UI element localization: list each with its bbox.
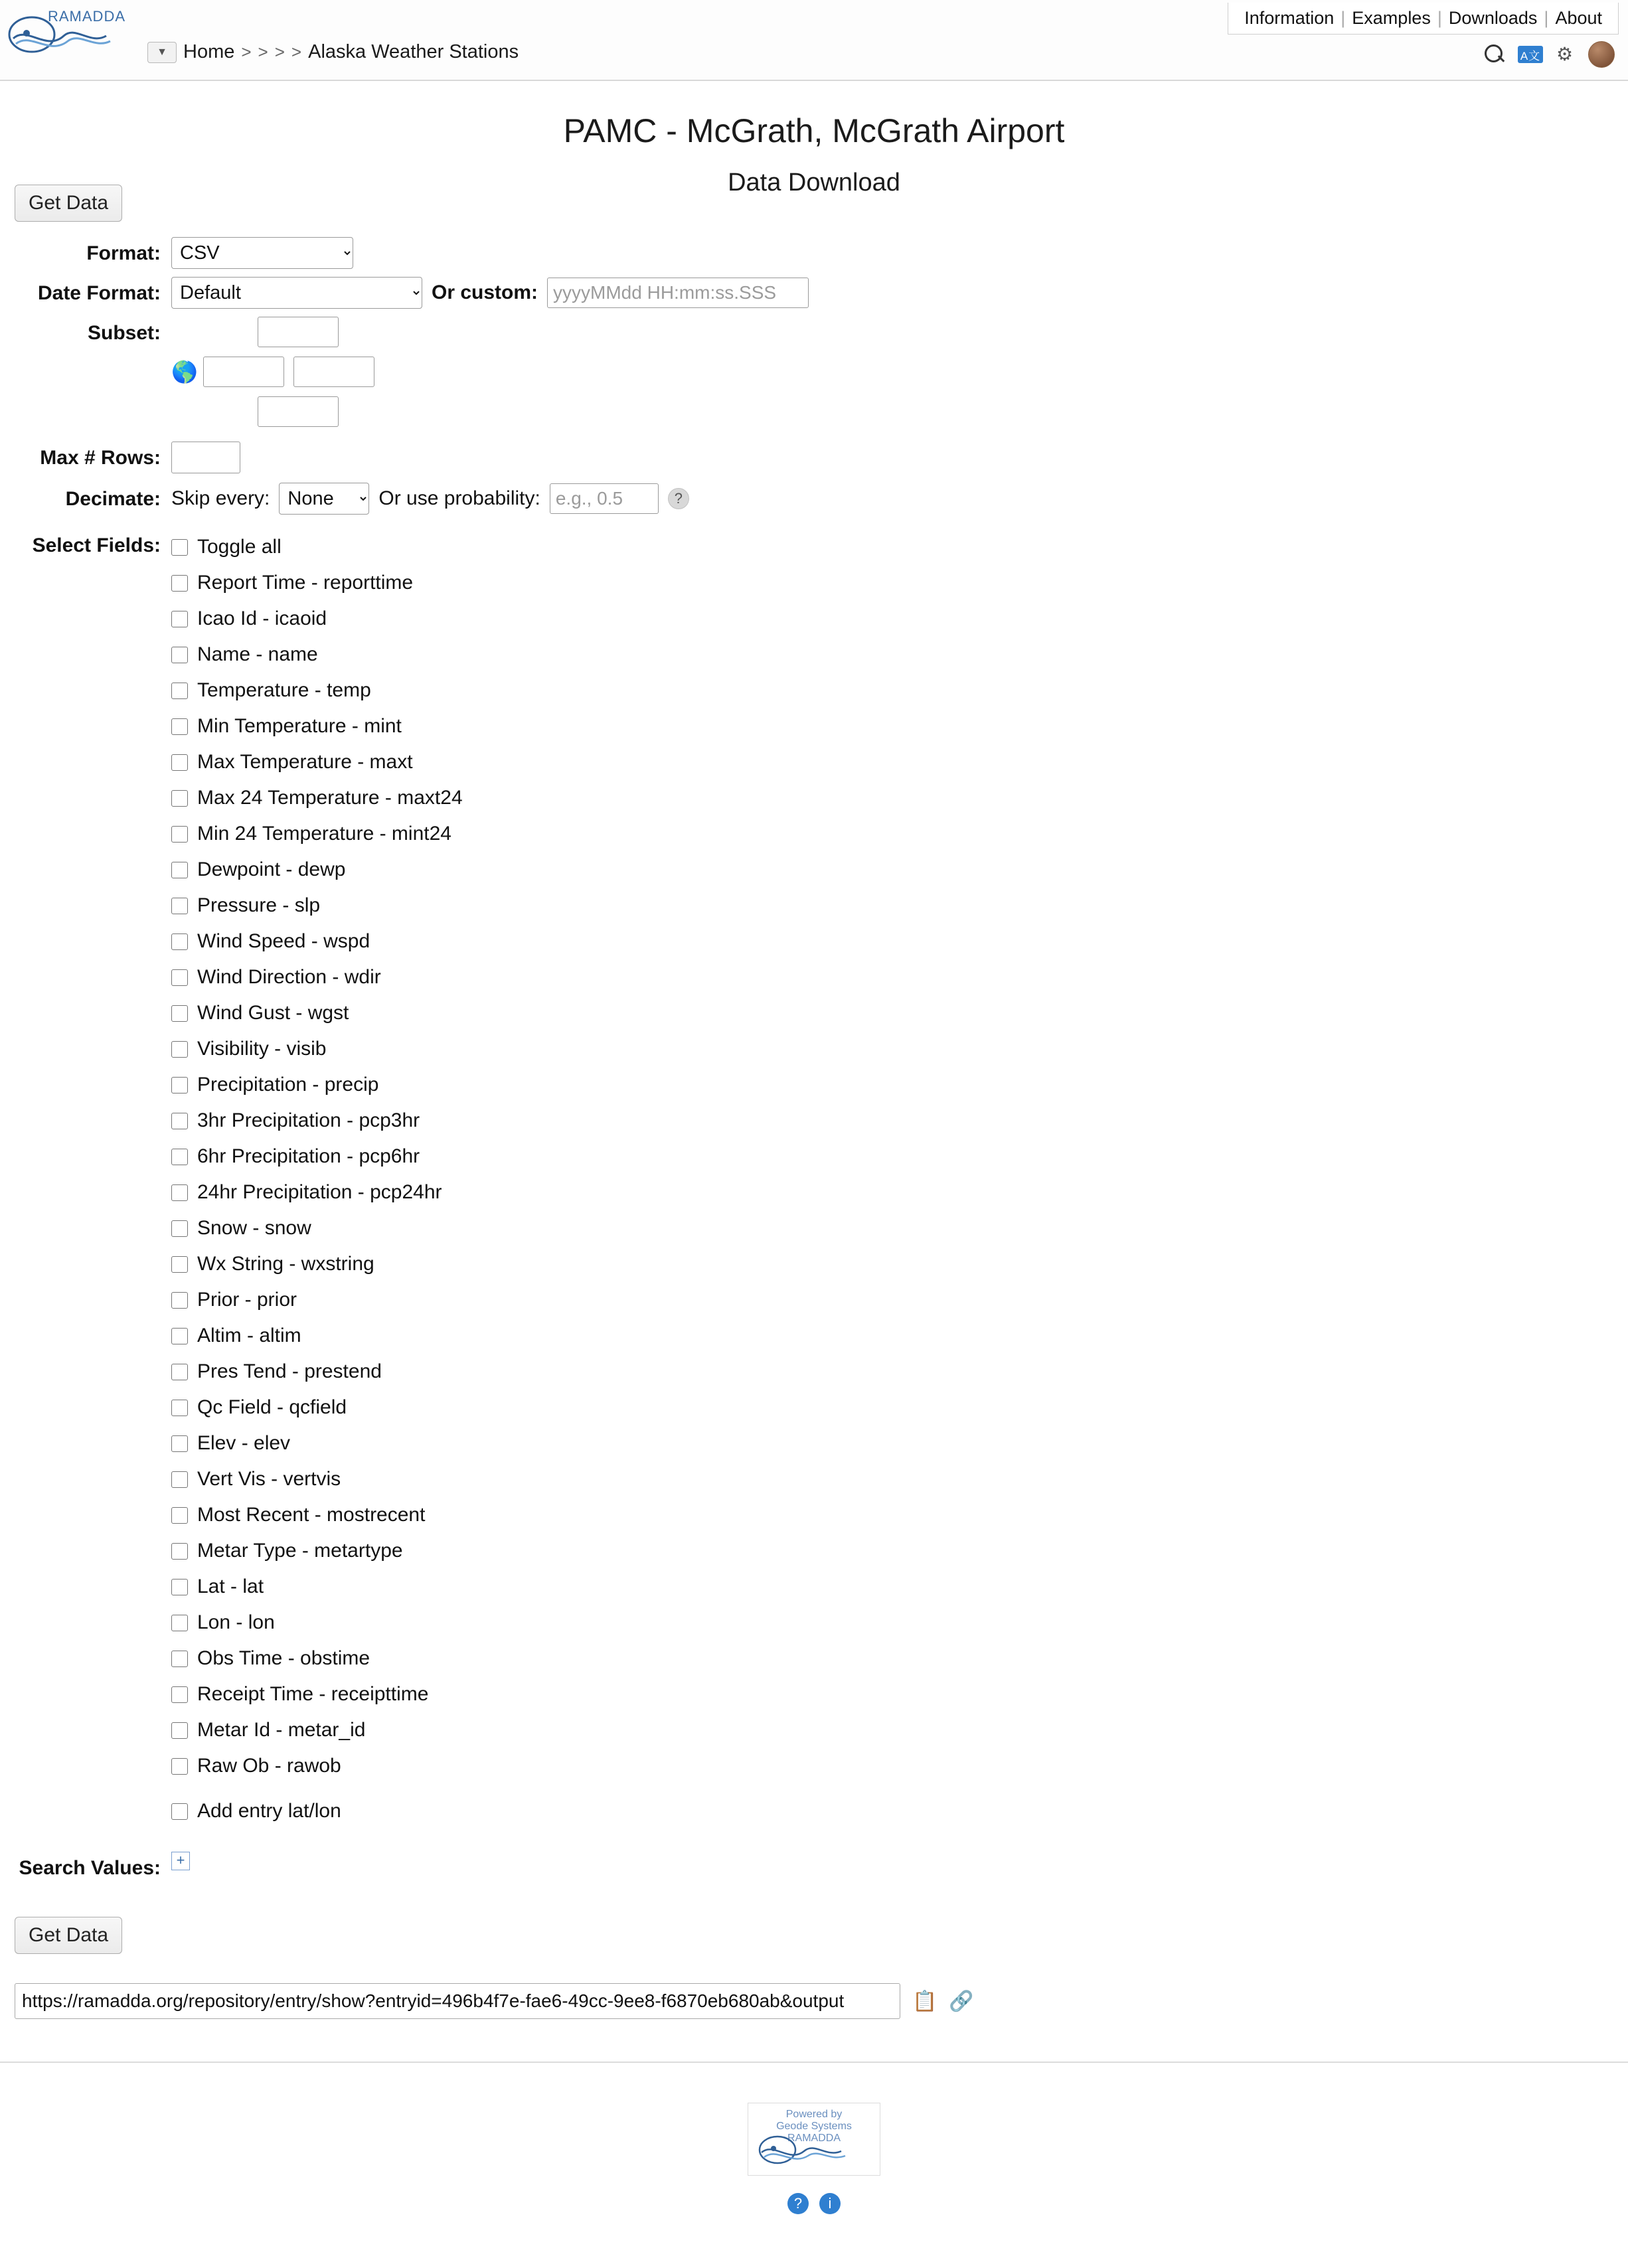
page-title: PAMC - McGrath, McGrath Airport xyxy=(563,112,1065,149)
checkbox-icon[interactable] xyxy=(171,539,188,556)
field-label: Most Recent - mostrecent xyxy=(197,1504,426,1526)
field-label: Pressure - slp xyxy=(197,894,321,916)
download-form xyxy=(0,237,1628,1880)
checkbox-icon[interactable] xyxy=(171,1579,188,1595)
question-icon[interactable]: ? xyxy=(787,2193,809,2214)
checkbox-icon[interactable] xyxy=(171,933,188,950)
field-checkbox-temp[interactable] xyxy=(171,673,463,708)
field-label: Pres Tend - prestend xyxy=(197,1360,382,1382)
field-label: Snow - snow xyxy=(197,1217,311,1239)
field-label: Precipitation - precip xyxy=(197,1074,379,1095)
breadcrumb-home[interactable]: Home xyxy=(183,41,235,62)
select-fields-label: Select Fields: xyxy=(32,534,161,556)
field-label: Report Time - reporttime xyxy=(197,572,414,594)
clipboard-icon[interactable]: 📋 xyxy=(912,1990,937,2012)
globe-icon[interactable]: 🌎 xyxy=(171,360,198,384)
nav-about[interactable]: About xyxy=(1555,8,1602,28)
checkbox-icon[interactable] xyxy=(171,1543,188,1560)
checkbox-icon[interactable] xyxy=(171,1615,188,1631)
field-label: Obs Time - obstime xyxy=(197,1647,370,1669)
field-label: Max Temperature - maxt xyxy=(197,751,413,773)
field-checkbox-pcp6hr[interactable] xyxy=(171,1139,463,1174)
field-label: Receipt Time - receipttime xyxy=(197,1683,429,1705)
checkbox-icon[interactable] xyxy=(171,1041,188,1058)
powered-line-2: Geode Systems xyxy=(776,2121,852,2132)
checkbox-icon[interactable] xyxy=(171,1149,188,1165)
checkbox-icon[interactable] xyxy=(171,1722,188,1739)
checkbox-icon[interactable] xyxy=(171,969,188,986)
field-label: Min Temperature - mint xyxy=(197,715,402,737)
checkbox-icon[interactable] xyxy=(171,1364,188,1380)
checkbox-icon[interactable] xyxy=(171,1435,188,1452)
field-checkbox-slp[interactable] xyxy=(171,888,463,924)
search-icon[interactable] xyxy=(1485,44,1505,64)
field-label: Min 24 Temperature - mint24 xyxy=(197,823,451,845)
field-label: Vert Vis - vertvis xyxy=(197,1468,341,1490)
field-label: Visibility - visib xyxy=(197,1038,327,1060)
field-label: Altim - altim xyxy=(197,1325,301,1346)
checkbox-icon[interactable] xyxy=(171,1803,188,1820)
field-checkbox-elev[interactable] xyxy=(171,1425,463,1461)
date-format-select[interactable] xyxy=(171,277,422,309)
field-checkbox-toggle-all[interactable] xyxy=(171,529,463,565)
field-label: Name - name xyxy=(197,643,318,665)
checkbox-icon[interactable] xyxy=(171,826,188,843)
checkbox-icon[interactable] xyxy=(171,1256,188,1273)
field-label: Wind Gust - wgst xyxy=(197,1002,349,1024)
field-checkbox-lat[interactable] xyxy=(171,1569,463,1605)
top-icon-bar xyxy=(1485,41,1615,68)
field-label: Elev - elev xyxy=(197,1432,291,1454)
checkbox-icon[interactable] xyxy=(171,1113,188,1129)
field-checkbox-visib[interactable] xyxy=(171,1031,463,1067)
field-checkbox-pcp3hr[interactable] xyxy=(171,1103,463,1139)
field-checkbox-wdir[interactable] xyxy=(171,959,463,995)
subset-label: Subset: xyxy=(87,322,161,344)
field-checkbox-wgst[interactable] xyxy=(171,995,463,1031)
skip-every-select[interactable] xyxy=(279,483,369,515)
checkbox-icon[interactable] xyxy=(171,790,188,807)
search-values-label: Search Values: xyxy=(19,1857,161,1879)
nav-divider: | xyxy=(1544,8,1549,28)
checkbox-icon[interactable] xyxy=(171,1758,188,1775)
powered-by-badge[interactable] xyxy=(748,2103,880,2176)
field-label: Icao Id - icaoid xyxy=(197,608,327,629)
field-label: Temperature - temp xyxy=(197,679,371,701)
field-checkbox-receipttime[interactable] xyxy=(171,1676,463,1712)
field-checkbox-rawob[interactable] xyxy=(171,1748,463,1784)
top-bar xyxy=(0,0,1628,81)
field-checkbox-dewp[interactable] xyxy=(171,852,463,888)
page-subtitle: Data Download xyxy=(728,169,900,197)
probability-input[interactable] xyxy=(550,483,659,514)
link-icon[interactable]: 🔗 xyxy=(949,1990,974,2012)
field-checkbox-prior[interactable] xyxy=(171,1282,463,1318)
breadcrumb-separator: > xyxy=(258,42,268,62)
field-checkbox-wxstring[interactable] xyxy=(171,1246,463,1282)
field-label: Max 24 Temperature - maxt24 xyxy=(197,787,463,809)
translate-icon[interactable]: A文 xyxy=(1518,46,1543,63)
footer xyxy=(0,2062,1628,2241)
field-label: Wind Direction - wdir xyxy=(197,966,381,988)
ramadda-logo[interactable] xyxy=(7,5,146,56)
checkbox-icon[interactable] xyxy=(171,1005,188,1022)
get-data-button-top[interactable]: Get Data xyxy=(15,185,122,222)
top-navigation xyxy=(1228,3,1619,35)
probability-label: Or use probability: xyxy=(378,487,540,509)
field-label: Qc Field - qcfield xyxy=(197,1396,347,1418)
field-label: Lon - lon xyxy=(197,1611,275,1633)
checkbox-icon[interactable] xyxy=(171,754,188,771)
field-label: Toggle all xyxy=(197,536,282,558)
logo-text: RAMADDA xyxy=(48,8,126,25)
search-values-row xyxy=(0,1852,1628,1880)
field-label: Dewpoint - dewp xyxy=(197,858,346,880)
field-label: Prior - prior xyxy=(197,1289,297,1311)
ramadda-wave-icon xyxy=(7,15,139,56)
breadcrumb-separator: > xyxy=(291,42,302,62)
powered-line-3: RAMADDA xyxy=(787,2133,841,2144)
field-checkbox-mint24[interactable] xyxy=(171,816,463,852)
nav-divider: | xyxy=(1341,8,1346,28)
subset-north-input[interactable] xyxy=(258,317,339,347)
field-checkbox-maxt24[interactable] xyxy=(171,780,463,816)
field-label: Raw Ob - rawob xyxy=(197,1755,341,1777)
get-data-button-bottom[interactable]: Get Data xyxy=(15,1917,122,1954)
checkbox-icon[interactable] xyxy=(171,647,188,663)
field-label: Lat - lat xyxy=(197,1576,264,1597)
field-label: Metar Id - metar_id xyxy=(197,1719,366,1741)
field-checkbox-qcfield[interactable] xyxy=(171,1390,463,1425)
field-checkbox-lon[interactable] xyxy=(171,1605,463,1641)
field-label: Add entry lat/lon xyxy=(197,1800,341,1822)
checkbox-icon[interactable] xyxy=(171,1292,188,1309)
date-format-row xyxy=(0,277,1628,309)
help-icon[interactable]: ? xyxy=(668,488,689,509)
subset-east-input[interactable] xyxy=(293,357,374,387)
field-label: 6hr Precipitation - pcp6hr xyxy=(197,1145,420,1167)
checkbox-icon[interactable] xyxy=(171,1184,188,1201)
checkbox-icon[interactable] xyxy=(171,1471,188,1488)
skip-every-label: Skip every: xyxy=(171,487,270,509)
field-checkbox-pcp24hr[interactable] xyxy=(171,1174,463,1210)
subset-south-input[interactable] xyxy=(258,396,339,427)
field-checkbox-reporttime[interactable] xyxy=(171,565,463,601)
checkbox-icon[interactable] xyxy=(171,1077,188,1094)
field-checkbox-precip[interactable] xyxy=(171,1067,463,1103)
gear-icon[interactable]: ⚙ xyxy=(1556,44,1574,64)
field-checkbox-add-entry-latlon[interactable] xyxy=(171,1793,463,1829)
powered-line-1: Powered by xyxy=(785,2109,843,2120)
select-fields-row xyxy=(0,529,1628,1829)
checkbox-icon[interactable] xyxy=(171,1328,188,1344)
checkbox-icon[interactable] xyxy=(171,1507,188,1524)
field-checkbox-snow[interactable] xyxy=(171,1210,463,1246)
field-checkbox-vertvis[interactable] xyxy=(171,1461,463,1497)
nav-information[interactable]: Information xyxy=(1244,8,1335,28)
field-checkbox-metar-id[interactable] xyxy=(171,1712,463,1748)
checkbox-icon[interactable] xyxy=(171,862,188,878)
max-rows-label: Max # Rows: xyxy=(40,447,161,469)
nav-downloads[interactable]: Downloads xyxy=(1448,8,1538,28)
subset-row xyxy=(0,317,1628,427)
field-checkbox-obstime[interactable] xyxy=(171,1641,463,1676)
select-fields-list xyxy=(171,529,463,1829)
checkbox-icon[interactable] xyxy=(171,1686,188,1703)
decimate-row xyxy=(0,483,1628,515)
field-checkbox-altim[interactable] xyxy=(171,1318,463,1354)
field-checkbox-metartype[interactable] xyxy=(171,1533,463,1569)
nav-divider: | xyxy=(1437,8,1442,28)
max-rows-input[interactable] xyxy=(171,442,240,473)
url-row xyxy=(15,1983,1628,2019)
breadcrumb-current[interactable]: Alaska Weather Stations xyxy=(308,41,519,62)
checkbox-icon[interactable] xyxy=(171,1400,188,1416)
field-checkbox-icaoid[interactable] xyxy=(171,601,463,637)
checkbox-icon[interactable] xyxy=(171,611,188,627)
field-checkbox-mint[interactable] xyxy=(171,708,463,744)
checkbox-icon[interactable] xyxy=(171,898,188,914)
field-label: Metar Type - metartype xyxy=(197,1540,403,1562)
field-checkbox-prestend[interactable] xyxy=(171,1354,463,1390)
format-label: Format: xyxy=(86,242,161,264)
custom-date-input[interactable] xyxy=(547,278,809,308)
breadcrumb-separator: > xyxy=(241,42,252,62)
field-checkbox-wspd[interactable] xyxy=(171,924,463,959)
format-row xyxy=(0,237,1628,269)
nav-examples[interactable]: Examples xyxy=(1352,8,1431,28)
info-icon[interactable]: i xyxy=(819,2193,841,2214)
breadcrumb-separator: > xyxy=(274,42,285,62)
subset-west-input[interactable] xyxy=(203,357,284,387)
checkbox-icon[interactable] xyxy=(171,1220,188,1237)
avatar[interactable] xyxy=(1588,41,1615,68)
field-label: 24hr Precipitation - pcp24hr xyxy=(197,1181,442,1203)
footer-icon-row xyxy=(0,2193,1628,2214)
checkbox-icon[interactable] xyxy=(171,718,188,735)
breadcrumb xyxy=(147,41,519,63)
checkbox-icon[interactable] xyxy=(171,1651,188,1667)
custom-date-label: Or custom: xyxy=(432,282,538,303)
checkbox-icon[interactable] xyxy=(171,575,188,592)
decimate-label: Decimate: xyxy=(65,488,161,510)
format-select[interactable] xyxy=(171,237,353,269)
field-label: 3hr Precipitation - pcp3hr xyxy=(197,1109,420,1131)
download-url-field[interactable]: https://ramadda.org/repository/entry/show?entryid=496b4f7e-fae6-49cc-9ee8-f6870eb680ab&output xyxy=(15,1983,900,2019)
field-label: Wind Speed - wspd xyxy=(197,930,370,952)
date-format-label: Date Format: xyxy=(37,282,161,304)
checkbox-icon[interactable] xyxy=(171,683,188,699)
plus-icon[interactable]: + xyxy=(171,1852,190,1870)
field-checkbox-mostrecent[interactable] xyxy=(171,1497,463,1533)
field-checkbox-name[interactable] xyxy=(171,637,463,673)
field-label: Wx String - wxstring xyxy=(197,1253,374,1275)
field-checkbox-maxt[interactable] xyxy=(171,744,463,780)
ramadda-wave-icon xyxy=(758,2134,870,2168)
chevron-down-icon[interactable]: ▼ xyxy=(147,42,177,63)
max-rows-row xyxy=(0,442,1628,473)
